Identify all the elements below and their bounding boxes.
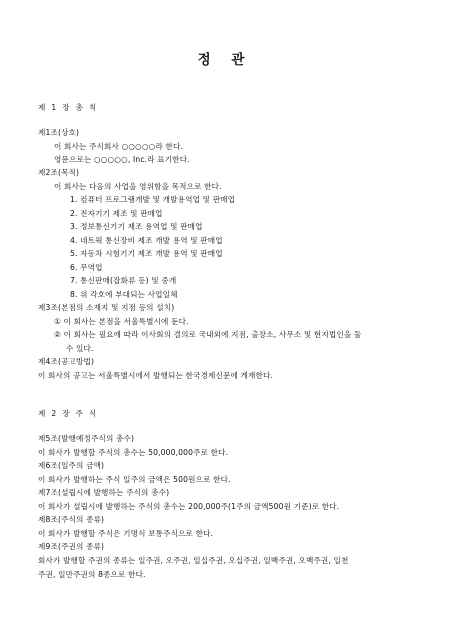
article-4-title: 제4조(공고방법) <box>38 357 95 366</box>
article-2-item: 2. 전자기기 제조 및 판매업 <box>70 209 163 218</box>
article-9-line: 회사가 발행할 주권의 종류는 일주권, 오주권, 일십주권, 오십주권, 일백주권, 오백주권, 일천 <box>38 556 349 565</box>
article-1-title: 제1조(상호) <box>38 128 80 137</box>
article-6-text: 이 회사가 발행하는 주식 일주의 금액은 500원으로 한다. <box>38 475 231 484</box>
article-2-item: 8. 위 각호에 부대되는 사업일체 <box>70 290 178 299</box>
article-3-item: 수 있다. <box>66 344 94 353</box>
article-2-item: 4. 네트웍 통신장비 제조 개발 용역 및 판매업 <box>70 236 223 245</box>
article-8-title: 제8조(주식의 종류) <box>38 515 105 524</box>
article-5-text: 이 회사가 발행할 주식의 총수는 50,000,000주로 한다. <box>38 448 229 457</box>
article-3-item: ① 이 회사는 본점을 서울특별시에 둔다. <box>54 317 189 326</box>
article-2-item: 1. 컴퓨터 프로그램개발 및 개발용역업 및 판매업 <box>70 195 236 204</box>
article-2-item: 6. 무역업 <box>70 263 103 272</box>
chapter-2-heading: 제 2 장 주 식 <box>38 409 99 418</box>
article-5-title: 제5조(발행예정주식의 총수) <box>38 434 135 443</box>
article-7-text: 이 회사가 설립시에 발행하는 주식의 총수는 200,000주(1주의 금액500원 기준)로 한다. <box>38 502 340 511</box>
article-9-line: 주권, 일만주권의 8종으로 한다. <box>38 570 146 579</box>
article-2-title: 제2조(목적) <box>38 168 80 177</box>
chapter-1-heading: 제 1 장 총 칙 <box>38 103 99 112</box>
article-2-item: 7. 통신판매(잡화류 등) 및 중개 <box>70 276 177 285</box>
article-1-line: 영문으로는 ○○○○○, Inc.라 표기한다. <box>54 155 190 164</box>
article-2-item: 5. 자동차 시험기기 제조 개발 용역 및 판매업 <box>70 249 223 258</box>
article-6-title: 제6조(일주의 금액) <box>38 461 105 470</box>
article-2-intro: 이 회사는 다음의 사업을 영위함을 목적으로 한다. <box>54 182 222 191</box>
document-title: 정 관 <box>197 52 253 68</box>
article-4-text: 이 회사의 공고는 서울특별시에서 발행되는 한국경제신문에 게재한다. <box>38 371 274 380</box>
article-9-title: 제9조(주권의 종류) <box>38 542 105 551</box>
article-3-item: ② 이 회사는 필요에 따라 이사회의 결의로 국내외에 지점, 출장소, 사무소 및 현지법인을 둘 <box>54 330 362 339</box>
article-1-line: 이 회사는 주식회사 ○○○○○라 한다. <box>54 142 184 151</box>
article-8-text: 이 회사가 발행할 주식은 기명식 보통주식으로 한다. <box>38 529 214 538</box>
article-2-item: 3. 정보통신기기 제조 용역업 및 판매업 <box>70 222 203 231</box>
article-3-title: 제3조(본점의 소재지 및 지점 등의 설치) <box>38 303 175 312</box>
article-7-title: 제7조(설립시에 발행하는 주식의 총수) <box>38 488 170 497</box>
